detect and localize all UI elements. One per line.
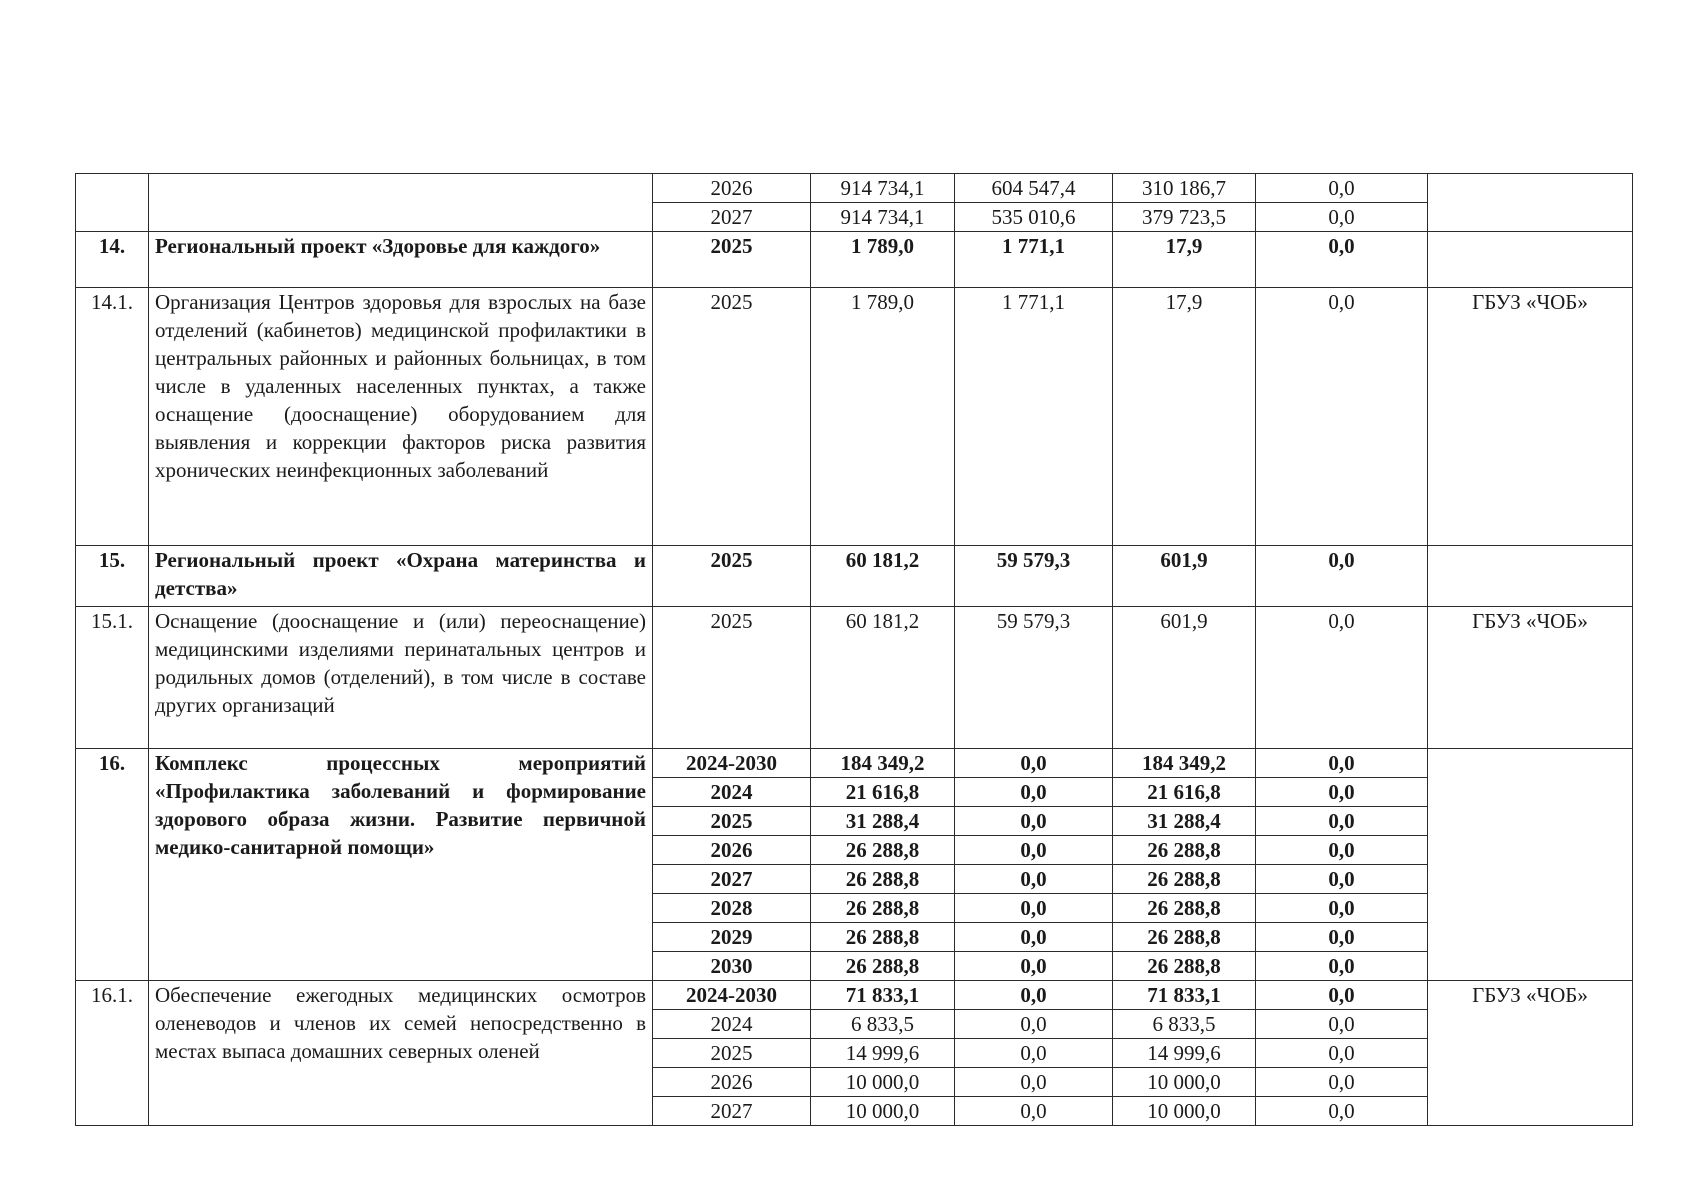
item-title: Комплекс процессных мероприятий «Профилактика заболеваний и формирование здорового образа жизни. Развитие первичной медико-санитарной помощи» <box>149 749 653 981</box>
total-amount-cell: 26 288,8 <box>811 836 955 865</box>
table-row <box>76 174 1633 203</box>
total-amount-cell: 31 288,4 <box>811 807 955 836</box>
regional-amount-cell: 17,9 <box>1113 288 1256 546</box>
federal-amount-cell: 604 547,4 <box>955 174 1113 203</box>
regional-amount-cell: 6 833,5 <box>1113 1010 1256 1039</box>
year-cell: 2024-2030 <box>653 749 811 778</box>
regional-amount-cell: 17,9 <box>1113 232 1256 288</box>
table-row <box>76 749 1633 778</box>
federal-amount-cell: 0,0 <box>955 1068 1113 1097</box>
item-number: 14.1. <box>76 288 149 546</box>
year-cell: 2025 <box>653 546 811 607</box>
executor-cell: ГБУЗ «ЧОБ» <box>1428 607 1633 749</box>
year-cell: 2025 <box>653 288 811 546</box>
executor-cell <box>1428 174 1633 232</box>
other-amount-cell: 0,0 <box>1256 1068 1428 1097</box>
total-amount-cell: 1 789,0 <box>811 232 955 288</box>
year-cell: 2027 <box>653 865 811 894</box>
executor-cell: ГБУЗ «ЧОБ» <box>1428 981 1633 1126</box>
federal-amount-cell: 0,0 <box>955 1010 1113 1039</box>
total-amount-cell: 60 181,2 <box>811 546 955 607</box>
year-cell: 2025 <box>653 807 811 836</box>
regional-amount-cell: 31 288,4 <box>1113 807 1256 836</box>
year-cell: 2025 <box>653 607 811 749</box>
year-cell: 2024-2030 <box>653 981 811 1010</box>
item-number: 16.1. <box>76 981 149 1126</box>
other-amount-cell: 0,0 <box>1256 203 1428 232</box>
other-amount-cell: 0,0 <box>1256 836 1428 865</box>
other-amount-cell: 0,0 <box>1256 865 1428 894</box>
total-amount-cell: 26 288,8 <box>811 923 955 952</box>
other-amount-cell: 0,0 <box>1256 778 1428 807</box>
regional-amount-cell: 10 000,0 <box>1113 1097 1256 1126</box>
total-amount-cell: 10 000,0 <box>811 1068 955 1097</box>
other-amount-cell: 0,0 <box>1256 1010 1428 1039</box>
total-amount-cell: 6 833,5 <box>811 1010 955 1039</box>
total-amount-cell: 10 000,0 <box>811 1097 955 1126</box>
regional-amount-cell: 379 723,5 <box>1113 203 1256 232</box>
other-amount-cell: 0,0 <box>1256 894 1428 923</box>
federal-amount-cell: 59 579,3 <box>955 607 1113 749</box>
regional-amount-cell: 26 288,8 <box>1113 865 1256 894</box>
other-amount-cell: 0,0 <box>1256 923 1428 952</box>
total-amount-cell: 914 734,1 <box>811 203 955 232</box>
total-amount-cell: 26 288,8 <box>811 952 955 981</box>
regional-amount-cell: 26 288,8 <box>1113 952 1256 981</box>
year-cell: 2027 <box>653 203 811 232</box>
year-cell: 2026 <box>653 174 811 203</box>
year-cell: 2024 <box>653 1010 811 1039</box>
federal-amount-cell: 1 771,1 <box>955 232 1113 288</box>
total-amount-cell: 184 349,2 <box>811 749 955 778</box>
total-amount-cell: 26 288,8 <box>811 894 955 923</box>
year-cell: 2030 <box>653 952 811 981</box>
year-cell: 2024 <box>653 778 811 807</box>
table-row <box>76 607 1633 749</box>
total-amount-cell: 21 616,8 <box>811 778 955 807</box>
table-row <box>76 232 1633 288</box>
regional-amount-cell: 184 349,2 <box>1113 749 1256 778</box>
regional-amount-cell: 14 999,6 <box>1113 1039 1256 1068</box>
item-number: 16. <box>76 749 149 981</box>
regional-amount-cell: 71 833,1 <box>1113 981 1256 1010</box>
other-amount-cell: 0,0 <box>1256 546 1428 607</box>
item-number: 15.1. <box>76 607 149 749</box>
other-amount-cell: 0,0 <box>1256 1097 1428 1126</box>
table-row <box>76 546 1633 607</box>
regional-amount-cell: 21 616,8 <box>1113 778 1256 807</box>
regional-amount-cell: 601,9 <box>1113 607 1256 749</box>
federal-amount-cell: 0,0 <box>955 836 1113 865</box>
regional-amount-cell: 601,9 <box>1113 546 1256 607</box>
item-title: Региональный проект «Здоровье для каждого» <box>149 232 653 288</box>
federal-amount-cell: 59 579,3 <box>955 546 1113 607</box>
item-title: Оснащение (дооснащение и (или) переоснащение) медицинскими изделиями перинатальных центров и родильных домов (отделений), в том числе в составе других организаций <box>149 607 653 749</box>
federal-amount-cell: 0,0 <box>955 894 1113 923</box>
federal-amount-cell: 0,0 <box>955 981 1113 1010</box>
federal-amount-cell: 0,0 <box>955 923 1113 952</box>
other-amount-cell: 0,0 <box>1256 952 1428 981</box>
other-amount-cell: 0,0 <box>1256 607 1428 749</box>
total-amount-cell: 1 789,0 <box>811 288 955 546</box>
federal-amount-cell: 0,0 <box>955 952 1113 981</box>
total-amount-cell: 60 181,2 <box>811 607 955 749</box>
regional-amount-cell: 26 288,8 <box>1113 923 1256 952</box>
year-cell: 2029 <box>653 923 811 952</box>
year-cell: 2026 <box>653 836 811 865</box>
federal-amount-cell: 0,0 <box>955 807 1113 836</box>
item-number: 14. <box>76 232 149 288</box>
federal-amount-cell: 0,0 <box>955 1097 1113 1126</box>
year-cell: 2025 <box>653 232 811 288</box>
table-row <box>76 288 1633 546</box>
executor-cell <box>1428 546 1633 607</box>
federal-amount-cell: 1 771,1 <box>955 288 1113 546</box>
item-number: 15. <box>76 546 149 607</box>
year-cell: 2027 <box>653 1097 811 1126</box>
regional-amount-cell: 310 186,7 <box>1113 174 1256 203</box>
total-amount-cell: 914 734,1 <box>811 174 955 203</box>
funding-table <box>75 173 1633 1126</box>
executor-cell <box>1428 232 1633 288</box>
regional-amount-cell: 26 288,8 <box>1113 894 1256 923</box>
federal-amount-cell: 0,0 <box>955 1039 1113 1068</box>
federal-amount-cell: 0,0 <box>955 865 1113 894</box>
other-amount-cell: 0,0 <box>1256 1039 1428 1068</box>
other-amount-cell: 0,0 <box>1256 807 1428 836</box>
federal-amount-cell: 535 010,6 <box>955 203 1113 232</box>
table-row <box>76 981 1633 1010</box>
other-amount-cell: 0,0 <box>1256 288 1428 546</box>
executor-cell <box>1428 749 1633 981</box>
total-amount-cell: 26 288,8 <box>811 865 955 894</box>
other-amount-cell: 0,0 <box>1256 232 1428 288</box>
other-amount-cell: 0,0 <box>1256 981 1428 1010</box>
year-cell: 2028 <box>653 894 811 923</box>
year-cell: 2025 <box>653 1039 811 1068</box>
other-amount-cell: 0,0 <box>1256 749 1428 778</box>
total-amount-cell: 71 833,1 <box>811 981 955 1010</box>
item-number <box>76 174 149 232</box>
item-title <box>149 174 653 232</box>
federal-amount-cell: 0,0 <box>955 778 1113 807</box>
other-amount-cell: 0,0 <box>1256 174 1428 203</box>
total-amount-cell: 14 999,6 <box>811 1039 955 1068</box>
year-cell: 2026 <box>653 1068 811 1097</box>
item-title: Организация Центров здоровья для взрослых на базе отделений (кабинетов) медицинской профилактики в центральных районных и районных больницах, в том числе в удаленных населенных пунктах, а также оснащение (дооснащение) оборудованием для выявления и коррекции факторов риска развития хронических неинфекционных заболеваний <box>149 288 653 546</box>
executor-cell: ГБУЗ «ЧОБ» <box>1428 288 1633 546</box>
item-title: Обеспечение ежегодных медицинских осмотров оленеводов и членов их семей непосредственно в местах выпаса домашних северных оленей <box>149 981 653 1126</box>
item-title: Региональный проект «Охрана материнства и детства» <box>149 546 653 607</box>
regional-amount-cell: 10 000,0 <box>1113 1068 1256 1097</box>
federal-amount-cell: 0,0 <box>955 749 1113 778</box>
regional-amount-cell: 26 288,8 <box>1113 836 1256 865</box>
